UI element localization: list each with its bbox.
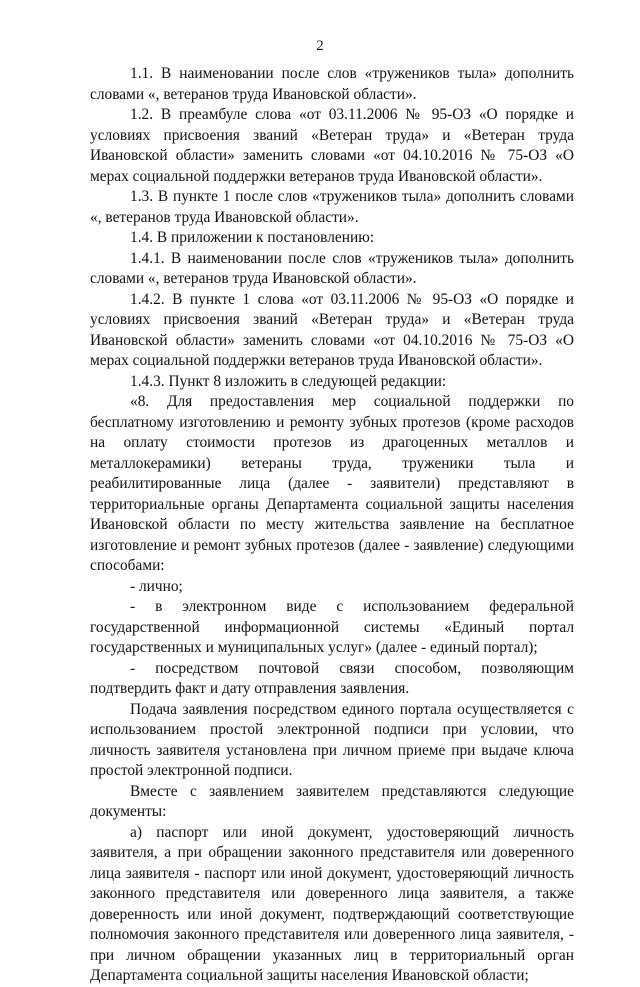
page-number: 2 xyxy=(316,38,324,54)
paragraph-1-3: 1.3. В пункте 1 после слов «тружеников тыла» дополнить словами «, ветеранов труда Ивановской области». xyxy=(90,188,574,226)
document-body xyxy=(90,64,574,987)
paragraph-1-4: 1.4. В приложении к постановлению: xyxy=(130,229,374,246)
list-item-electronic: - в электронном виде с использованием федеральной государственной информационной системы «Единый портал государственных и муниципальных услуг» (далее - единый портал); xyxy=(90,598,574,656)
paragraph-1-4-2: 1.4.2. В пункте 1 слова «от 03.11.2006 № 95-ОЗ «О порядке и условиях присвоения званий «Ветеран труда» и «Ветеран труда Ивановской области» заменить словами «от 04.10.2016 № 75-ОЗ «О мерах социальной поддержки ветеранов труда Ивановской области». xyxy=(90,290,574,369)
paragraph-item-a: а) паспорт или иной документ, удостоверяющий личность заявителя, а при обращении законного представителя или доверенного лица заявителя - паспорт или иной документ, удостоверяющий личность законного представителя или доверенного лица заявителя, а также доверенность или иной документ, подтверждающий соответствующие полномочия законного представителя или доверенного лица заявителя, - при личном обращении указанных лиц в территориальный орган Департамента социальной защиты населения Ивановской области; xyxy=(90,823,574,984)
list-item-postal: - посредством почтовой связи способом, позволяющим подтвердить факт и дату отправления заявления. xyxy=(90,659,574,697)
list-item-in-person: - лично; xyxy=(130,577,183,595)
paragraph-1-1: 1.1. В наименовании после слов «тружеников тыла» дополнить словами «, ветеранов труда Ивановской области». xyxy=(90,65,574,103)
paragraph-1-2: 1.2. В преамбуле слова «от 03.11.2006 № 95-ОЗ «О порядке и условиях присвоения званий «Ветеран труда» и «Ветеран труда Ивановской области» заменить словами «от 04.10.2016 № 75-ОЗ «О мерах социальной поддержки ветеранов труда Ивановской области». xyxy=(90,106,574,185)
paragraph-1-4-3: 1.4.3. Пункт 8 изложить в следующей редакции: xyxy=(130,372,447,390)
paragraph-documents-intro: Вместе с заявлением заявителем представляются следующие документы: xyxy=(90,782,574,820)
paragraph-1-4-1: 1.4.1. В наименовании после слов «тружеников тыла» дополнить словами «, ветеранов труда Ивановской области». xyxy=(90,249,574,287)
paragraph-portal-signature: Подача заявления посредством единого портала осуществляется с использованием простой электронной подписи при условии, что личность заявителя установлена при личном приеме при выдаче ключа простой электронной подписи. xyxy=(90,700,574,779)
paragraph-point-8: «8. Для предоставления мер социальной поддержки по бесплатному изготовлению и ремонту зубных протезов (кроме расходов на оплату стоимости протезов из драгоценных металлов и металлокерамики) ветераны труда, труженики тыла и реабилитированные лица (далее - заявители) представляют в территориальные органы Департамента социальной защиты населения Ивановской области по месту жительства заявление на бесплатное изготовление и ремонт зубных протезов (далее - заявление) следующими способами: xyxy=(90,393,574,574)
